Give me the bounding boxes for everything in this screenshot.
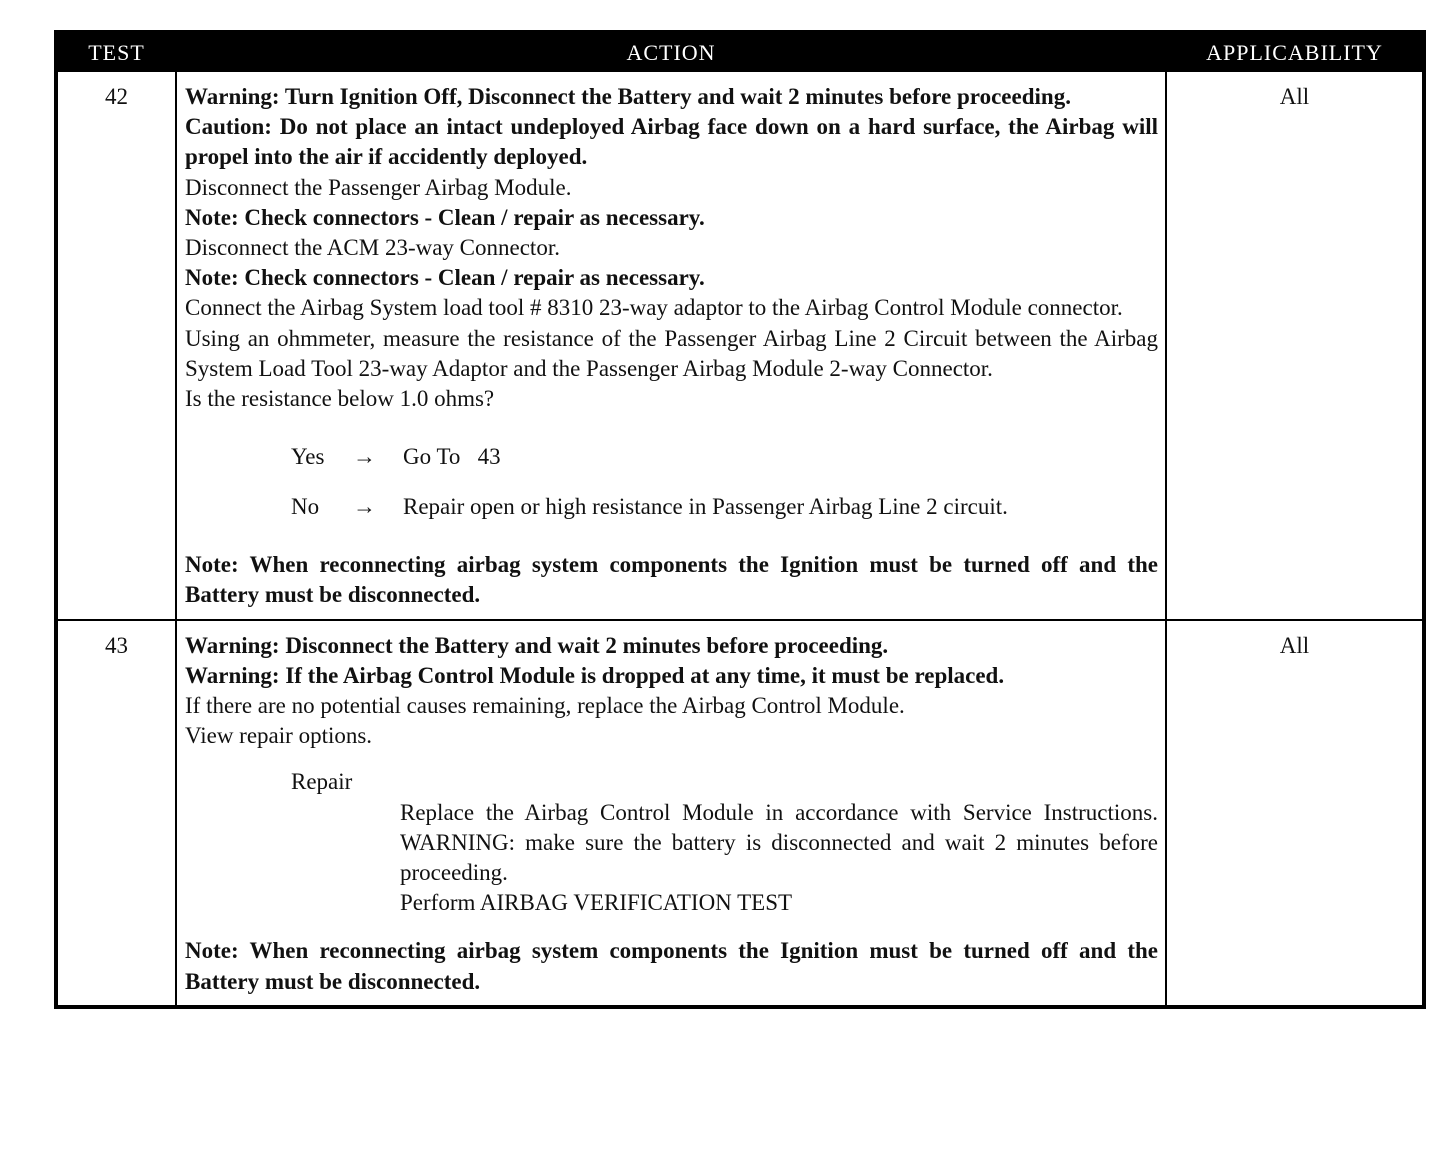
note-text: Note: Check connectors - Clean / repair as necessary.	[185, 265, 705, 291]
warning-text: Warning: Disconnect the Battery and wait 2 minutes before proceeding.	[185, 632, 889, 658]
repair-label: Repair	[291, 769, 353, 795]
note-text: Note: Check connectors - Clean / repair as necessary.	[185, 204, 705, 230]
branch-yes-label: Yes	[291, 444, 325, 470]
branch-yes	[291, 432, 1158, 482]
question-text: Is the resistance below 1.0 ohms?	[185, 386, 495, 412]
applicability-value: All	[1166, 620, 1424, 1007]
header-test: TEST	[56, 32, 176, 72]
caution-text: Caution: Do not place an intact undeployed Airbag face down on a hard surface, the Airbag will propel into the air if accidently deployed.	[185, 114, 1158, 170]
header-applicability: APPLICABILITY	[1166, 32, 1424, 72]
test-number: 42	[56, 72, 176, 620]
step-text: Disconnect the ACM 23-way Connector.	[185, 235, 560, 261]
table-header-row	[56, 32, 1424, 72]
table-row-test-42	[56, 72, 1424, 620]
branch-no-result: Repair open or high resistance in Passenger Airbag Line 2 circuit.	[403, 494, 1008, 520]
diagnostic-test-table	[54, 30, 1426, 1009]
step-text: Disconnect the Passenger Airbag Module.	[185, 174, 572, 200]
branch-no	[291, 482, 1158, 532]
repair-perform-test: Perform AIRBAG VERIFICATION TEST	[400, 890, 793, 916]
step-text: If there are no potential causes remaining, replace the Airbag Control Module.	[185, 693, 905, 719]
branch-yes-result: Go To 43	[403, 444, 501, 470]
repair-description: Replace the Airbag Control Module in accordance with Service Instructions. WARNING: make sure the battery is disconnected and wait 2 minutes before proceeding.	[400, 799, 1158, 886]
right-arrow-icon: →	[353, 444, 376, 470]
warning-text: Warning: If the Airbag Control Module is dropped at any time, it must be replaced.	[185, 662, 1005, 688]
repair-instructions	[400, 798, 1158, 919]
warning-text: Warning: Turn Ignition Off, Disconnect the Battery and wait 2 minutes before proceeding.	[185, 84, 1071, 109]
final-note-text: Note: When reconnecting airbag system components the Ignition must be turned off and the Battery must be disconnected.	[185, 552, 1158, 608]
applicability-value: All	[1166, 72, 1424, 620]
action-cell	[176, 620, 1166, 1007]
step-text: Using an ohmmeter, measure the resistance of the Passenger Airbag Line 2 Circuit between the Airbag System Load Tool 23-way Adaptor and the Passenger Airbag Module 2-way Connector.	[185, 325, 1158, 381]
test-number: 43	[56, 620, 176, 1007]
header-action: ACTION	[176, 32, 1166, 72]
table-row-test-43	[56, 620, 1424, 1007]
action-cell	[176, 72, 1166, 620]
step-text: View repair options.	[185, 723, 373, 749]
final-note-text: Note: When reconnecting airbag system components the Ignition must be turned off and the Battery must be disconnected.	[185, 938, 1158, 994]
right-arrow-icon: →	[353, 494, 376, 520]
repair-options	[185, 767, 1158, 918]
step-text: Connect the Airbag System load tool # 8310 23-way adaptor to the Airbag Control Module connector.	[185, 295, 1123, 321]
decision-branches	[291, 432, 1158, 532]
branch-no-label: No	[291, 494, 320, 520]
